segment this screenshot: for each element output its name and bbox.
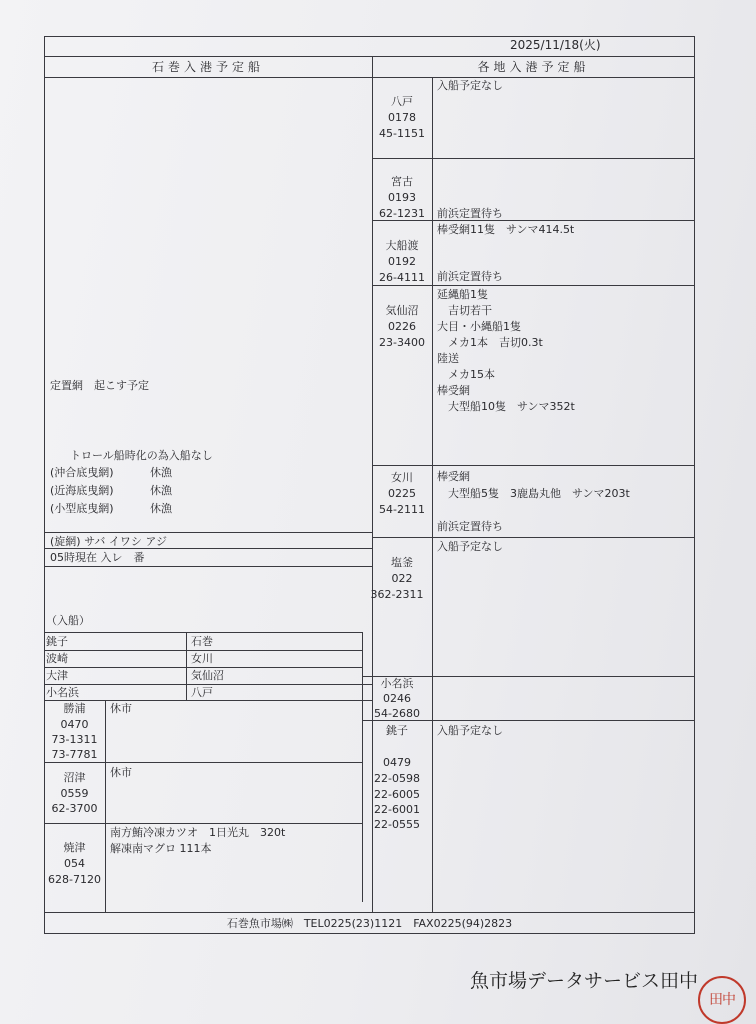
port-cell-left: 小名浜 (46, 686, 79, 699)
onahama-bottom-rule (362, 720, 695, 721)
port-info: 前浜定置待ち (437, 207, 503, 220)
trawl-note: トロール船時化の為入船なし (70, 449, 213, 462)
port-info: 大型船10隻 サンマ352t (437, 400, 575, 413)
port-info: 吉切若干 (437, 304, 492, 317)
port-name: 宮古 (391, 175, 413, 188)
port-info: 棒受網 (437, 384, 470, 397)
port-tel: 22-0598 (374, 772, 420, 785)
time-status-row: 05時現在 入レ 番 (50, 551, 145, 564)
port-tel: 62-3700 (51, 802, 98, 815)
port-name: 気仙沼 (385, 304, 419, 317)
port-cell-right: 八戸 (191, 686, 213, 699)
port-tel: 0178 (388, 111, 416, 124)
port-name: 銚子 (386, 724, 408, 737)
port-tel: 628-7120 (48, 873, 101, 886)
port-tel: 0470 (60, 718, 89, 731)
makiami-bottom-rule (44, 548, 372, 549)
port-tel: 0559 (60, 787, 89, 800)
red-seal-stamp: 田中 (698, 976, 746, 1024)
port-info: 棒受網11隻 サンマ414.5t (437, 223, 575, 236)
port-cell-right: 石巻 (191, 635, 213, 648)
port-cell-right: 女川 (191, 652, 213, 665)
miyako-bottom-rule (372, 220, 695, 221)
port-info: 休市 (110, 766, 132, 779)
port-name: 八戸 (391, 95, 413, 108)
ofunato-bottom-rule (372, 285, 695, 286)
port-cell-right: 気仙沼 (191, 669, 224, 682)
port-tel: 054 (64, 857, 85, 870)
report-date: 2025/11/18(火) (510, 38, 601, 52)
port-cell-left: 銚子 (46, 635, 68, 648)
port-name: 大船渡 (385, 239, 419, 252)
port-info: 休市 (110, 702, 132, 715)
header-top-rule (44, 56, 695, 57)
port-tel: 73-1311 (51, 733, 98, 746)
port-tel: 23-3400 (379, 336, 425, 349)
port-name: 焼津 (63, 841, 86, 854)
port-name: 勝浦 (63, 702, 86, 715)
right-name-divider (432, 77, 433, 912)
header-bottom-rule (44, 77, 695, 78)
port-tel: 22-6005 (374, 788, 420, 801)
port-cell-left: 波崎 (46, 652, 68, 665)
makiami-row: (旋網) サバ イワシ アジ (50, 535, 167, 548)
footer-contact: 石巻魚市場㈱ TEL0225(23)1121 FAX0225(94)2823 (226, 917, 513, 930)
numazu-bottom-rule (44, 823, 362, 824)
port-tel: 0226 (388, 320, 416, 333)
port-tel: 0225 (388, 487, 416, 500)
port-tel: 54-2680 (374, 707, 420, 720)
katsuura-bottom-rule (44, 762, 362, 763)
hachinohe-bottom-rule (372, 158, 695, 159)
port-info: 大型船5隻 3鹿島丸他 サンマ203t (437, 487, 630, 500)
port-grid-rule-1 (44, 650, 362, 651)
port-tel: 73-7781 (51, 748, 98, 761)
port-info: メカ1本 吉切0.3t (437, 336, 543, 349)
port-info: 入船予定なし (437, 540, 503, 553)
okiai-value: 休漁 (150, 466, 172, 479)
footer-rule (44, 912, 695, 913)
port-name: 小名浜 (380, 677, 414, 690)
onagawa-bottom-rule (372, 537, 695, 538)
port-tel: 362-2311 (370, 588, 424, 601)
port-info: 延縄船1隻 (437, 288, 488, 301)
kesennuma-bottom-rule (372, 465, 695, 466)
port-tel: 0479 (383, 756, 411, 769)
port-cell-left: 大津 (46, 669, 68, 682)
port-info: 陸送 (437, 352, 459, 365)
port-tel: 0193 (388, 191, 416, 204)
port-info: 前浜定置待ち (437, 520, 503, 533)
port-tel: 0192 (388, 255, 416, 268)
port-tel: 022 (391, 572, 413, 585)
other-ports-section-title: 各地入港予定船 (477, 60, 590, 74)
port-grid-rule-3 (44, 684, 372, 685)
port-tel: 0246 (383, 692, 411, 705)
port-grid-rule-2 (44, 667, 362, 668)
kogata-label: (小型底曳網) (50, 502, 114, 515)
port-tel: 26-4111 (379, 271, 425, 284)
port-name: 塩釜 (391, 556, 413, 569)
port-info: 解凍南マグロ 111本 (110, 842, 212, 855)
kinkai-label: (近海底曳網) (50, 484, 114, 497)
handwritten-signature: 魚市場データサービス田中 (470, 970, 699, 992)
port-info: 大目・小縄船1隻 (437, 320, 521, 333)
time-status-rule (44, 566, 372, 567)
port-tel: 22-6001 (374, 803, 420, 816)
port-tel: 54-2111 (379, 503, 425, 516)
makiami-top-rule (44, 532, 372, 533)
port-info: 南方鮪冷凍カツオ 1日光丸 320t (110, 826, 286, 839)
port-info: 入船予定なし (437, 724, 503, 737)
port-grid-rule-0 (44, 632, 362, 633)
port-tel: 62-1231 (379, 207, 425, 220)
port-name: 沼津 (63, 771, 86, 784)
port-grid-divider (186, 632, 187, 700)
nyusen-label: （入船） (46, 614, 90, 627)
port-tel: 45-1151 (379, 127, 425, 140)
port-grid-rule-4 (44, 700, 372, 701)
okiai-label: (沖合底曳網) (50, 466, 114, 479)
ext-left-divider (105, 700, 106, 912)
port-info: 入船予定なし (437, 79, 503, 92)
port-name: 女川 (391, 471, 413, 484)
ishinomaki-section-title: 石巻入港予定船 (151, 60, 264, 74)
port-info: メカ15本 (437, 368, 495, 381)
kogata-value: 休漁 (150, 502, 172, 515)
port-tel: 22-0555 (374, 818, 420, 831)
kinkai-value: 休漁 (150, 484, 172, 497)
port-info: 棒受網 (437, 470, 470, 483)
teichi-ami-note: 定置網 起こす予定 (50, 379, 149, 392)
port-info: 前浜定置待ち (437, 270, 503, 283)
